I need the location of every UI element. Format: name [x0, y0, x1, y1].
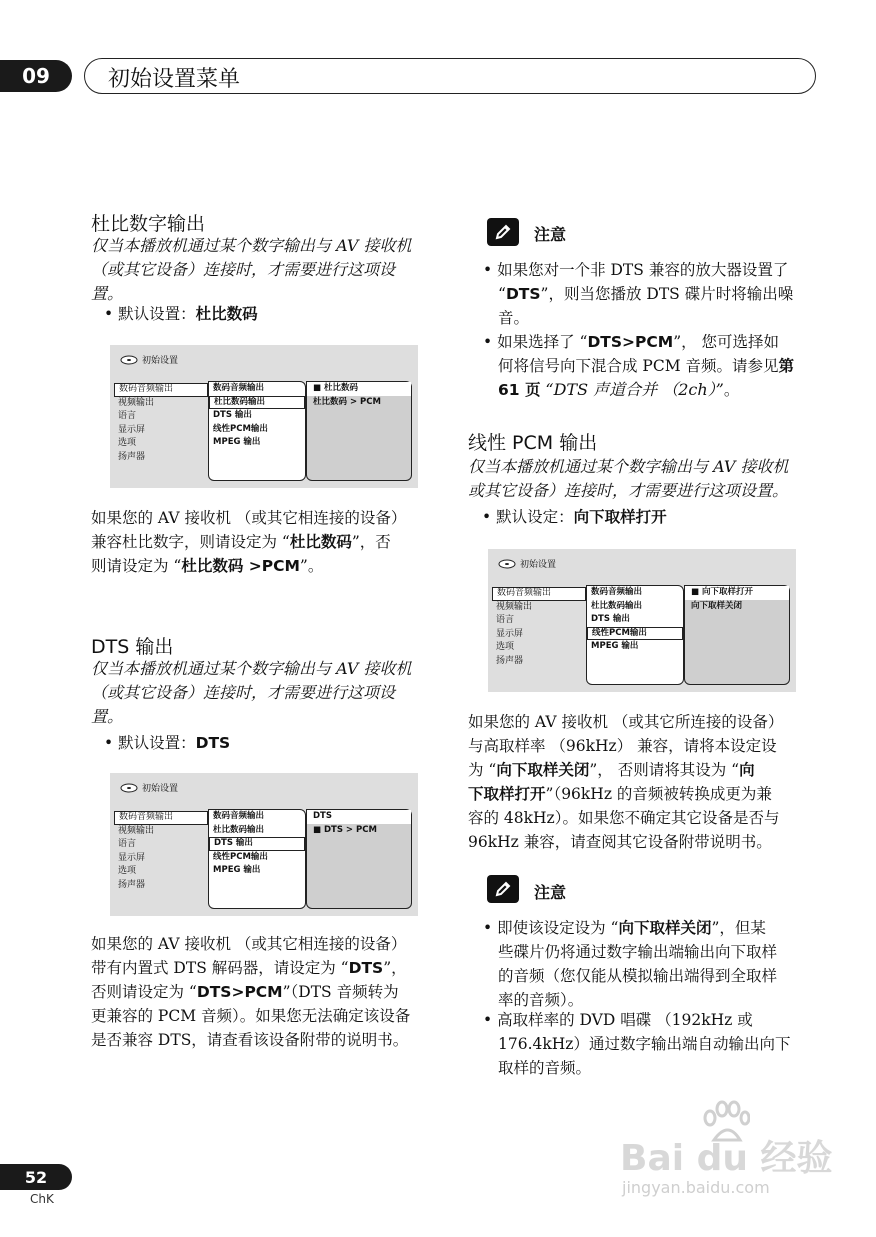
setting-item[interactable]: MPEG 输出	[213, 865, 261, 875]
option-item[interactable]: ■ 向下取样打开	[685, 586, 789, 600]
dts-heading: DTS 输出	[91, 636, 174, 658]
category-item[interactable]: 数码音频输出	[114, 811, 208, 825]
dolby-settings-screen	[110, 345, 418, 488]
category-item[interactable]: 语言	[118, 839, 137, 849]
disc-icon	[120, 782, 138, 794]
setting-item[interactable]: 数码音频输出	[591, 587, 643, 597]
setting-item[interactable]: 杜比数码输出	[591, 600, 643, 611]
note-icon	[487, 218, 519, 246]
chapter-number-badge: 09	[0, 60, 72, 92]
setting-item[interactable]: 杜比数码输出	[209, 396, 305, 410]
setting-item[interactable]: MPEG 输出	[213, 437, 261, 447]
category-item[interactable]: 扬声器	[118, 879, 146, 890]
setting-list	[208, 381, 306, 481]
setting-item[interactable]: 线性PCM输出	[213, 851, 268, 862]
screen-header: 初始设置	[498, 557, 556, 570]
category-item[interactable]: 视频输出	[118, 825, 155, 836]
setting-item[interactable]: DTS 输出	[213, 410, 252, 420]
watermark-logo: Bai du 经验	[620, 1138, 833, 1179]
page-number-badge: 52	[0, 1164, 72, 1190]
category-list	[114, 811, 208, 892]
screen-header: 初始设置	[120, 781, 178, 794]
setting-item[interactable]: 杜比数码输出	[213, 824, 265, 835]
category-list	[114, 383, 208, 464]
category-item[interactable]: 显示屏	[118, 852, 146, 863]
dolby-heading: 杜比数字输出	[91, 213, 206, 235]
screen-header: 初始设置	[120, 353, 178, 366]
category-item[interactable]: 选项	[118, 866, 137, 876]
category-item[interactable]: 语言	[496, 615, 515, 625]
dts-default: • 默认设置：DTS	[104, 734, 231, 752]
option-item[interactable]: ■ DTS > PCM	[313, 824, 377, 835]
setting-item[interactable]: 数码音频输出	[213, 811, 265, 821]
category-item[interactable]: 数码音频输出	[492, 587, 586, 601]
note-label: 注意	[534, 883, 567, 902]
category-item[interactable]: 显示屏	[118, 424, 146, 435]
note-icon	[487, 875, 519, 903]
category-list	[492, 587, 586, 668]
setting-item[interactable]: 数码音频输出	[213, 383, 265, 393]
option-item[interactable]: ■ 杜比数码	[307, 382, 411, 396]
category-item[interactable]: 扬声器	[496, 655, 524, 666]
setting-item[interactable]: 线性PCM输出	[587, 627, 683, 641]
note-label: 注意	[534, 225, 567, 244]
disc-icon	[498, 558, 516, 570]
option-list	[684, 585, 790, 685]
option-list	[306, 381, 412, 481]
dts-intro: 仅当本播放机通过某个数字输出与 AV 接收机 （或其它设备）连接时，才需要进行这项设 置。	[91, 659, 412, 726]
dts-description: 如果您的 AV 接收机 （或其它相连接的设备） 带有内置式 DTS 解码器，请设定为 “DTS”， 否则请设定为 “DTS>PCM”（DTS 音频转为 更兼容的 PCM 音频）。如果您无法确定该设备 是否兼容 DTS，请查看该设备附带的说明书。	[91, 935, 411, 1049]
option-item[interactable]: DTS	[307, 810, 411, 824]
lpcm-description: 如果您的 AV 接收机 （或其它所连接的设备） 与高取样率 （96kHz） 兼容，请将本设定设 为 “向下取样关闭”， 否则请将其设为 “向 下取样打开”（96kHz 的音频被转换成更为兼 容的 48kHz）。如果您不确定其它设备是否与 96kHz 兼容，请查阅其它设备附带说明书。	[468, 713, 784, 851]
disc-icon	[120, 354, 138, 366]
category-item[interactable]: 视频输出	[118, 397, 155, 408]
option-item[interactable]: 杜比数码 > PCM	[313, 396, 381, 407]
setting-list	[208, 809, 306, 909]
category-item[interactable]: 视频输出	[496, 601, 533, 612]
chapter-title: 初始设置菜单	[108, 67, 241, 92]
setting-list	[586, 585, 684, 685]
category-item[interactable]: 扬声器	[118, 451, 146, 462]
lpcm-intro: 仅当本播放机通过某个数字输出与 AV 接收机 或其它设备）连接时，才需要进行这项设置。	[468, 457, 789, 500]
option-item[interactable]: 向下取样关闭	[691, 600, 743, 611]
watermark-url: jingyan.baidu.com	[622, 1178, 770, 1197]
dolby-description: 如果您的 AV 接收机 （或其它相连接的设备） 兼容杜比数字，则请设定为 “杜比数码”，否 则请设定为 “杜比数码 >PCM”。	[91, 509, 407, 575]
page-code: ChK	[30, 1192, 54, 1206]
setting-item[interactable]: DTS 输出	[209, 837, 305, 851]
category-item[interactable]: 数码音频输出	[114, 383, 208, 397]
note2-bullet-1: • 即使该设定设为 “向下取样关闭”，但某 些碟片仍将通过数字输出端输出向下取样 的音频（您仅能从模拟输出端得到全取样 率的音频）。	[483, 919, 778, 1009]
note1-bullet-2: • 如果选择了 “DTS>PCM”， 您可选择如 何将信号向下混合成 PCM 音频。请参见第 61 页 “DTS 声道合并 （2ch）”。	[483, 333, 795, 399]
category-item[interactable]: 选项	[496, 642, 515, 652]
note2-bullet-2: • 高取样率的 DVD 唱碟 （192kHz 或 176.4kHz）通过数字输出端自动输出向下 取样的音频。	[483, 1011, 791, 1077]
lpcm-heading: 线性 PCM 输出	[468, 432, 598, 454]
lpcm-default: • 默认设定：向下取样打开	[482, 508, 667, 526]
lpcm-settings-screen	[488, 549, 796, 692]
setting-item[interactable]: DTS 输出	[591, 614, 630, 624]
category-item[interactable]: 选项	[118, 438, 137, 448]
option-list	[306, 809, 412, 909]
dolby-default: • 默认设置：杜比数码	[104, 305, 258, 323]
dolby-intro: 仅当本播放机通过某个数字输出与 AV 接收机 （或其它设备）连接时，才需要进行这项设 置。	[91, 236, 412, 303]
category-item[interactable]: 显示屏	[496, 628, 524, 639]
setting-item[interactable]: MPEG 输出	[591, 641, 639, 651]
note1-bullet-1: • 如果您对一个非 DTS 兼容的放大器设置了 “DTS”，则当您播放 DTS 碟片时将输出噪 音。	[483, 261, 794, 327]
dts-settings-screen	[110, 773, 418, 916]
setting-item[interactable]: 线性PCM输出	[213, 423, 268, 434]
category-item[interactable]: 语言	[118, 411, 137, 421]
